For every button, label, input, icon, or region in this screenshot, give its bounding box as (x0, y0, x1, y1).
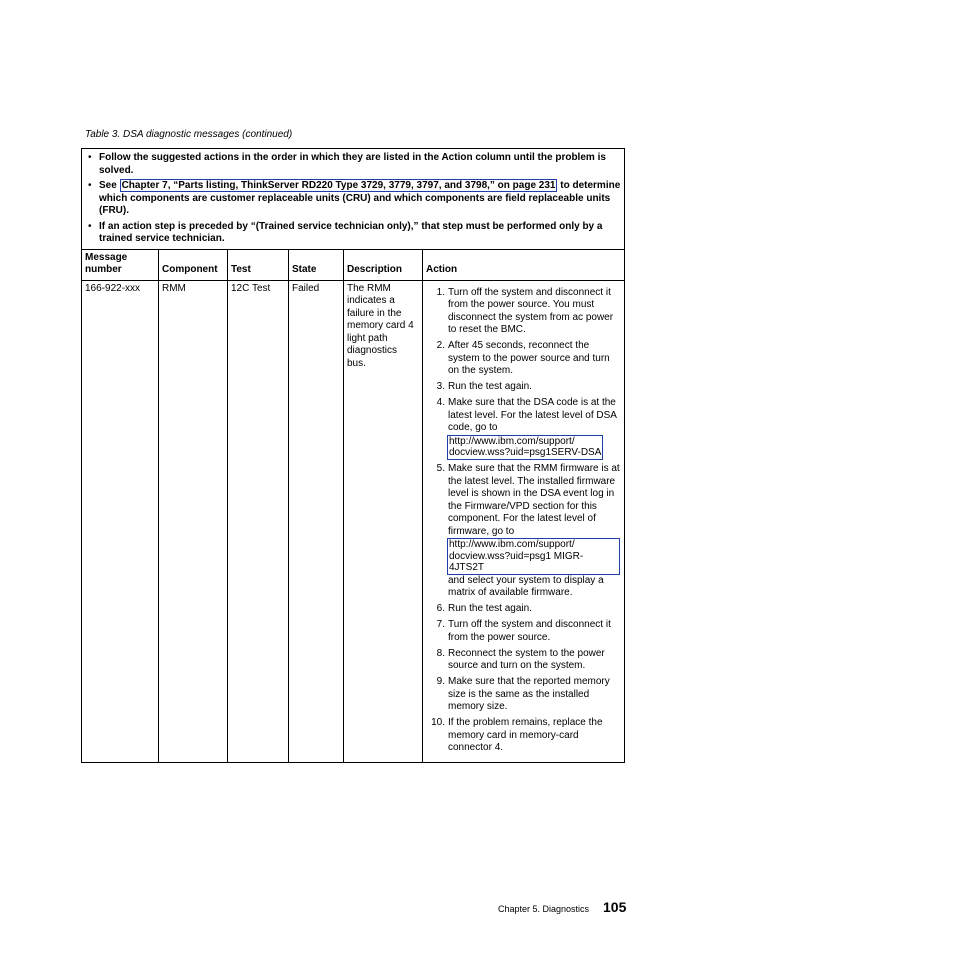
action-step: 2. After 45 seconds, reconnect the system to the power source and turn on the system. (436, 340, 610, 376)
firmware-download-link[interactable]: http://www.ibm.com/support/ docview.wss?uid=psg1 MIGR-4JTS2T (447, 538, 620, 575)
action-step: 10. If the problem remains, replace the memory card in memory-card connector 4. (431, 717, 603, 753)
bullet-icon: • (88, 152, 92, 163)
dsa-messages-table (81, 148, 625, 763)
action-step: 1. Turn off the system and disconnect it from the power source. You must disconnect the system from ac power to reset the BMC. (436, 286, 614, 335)
header-component: Component (159, 249, 228, 280)
cell-test: 12C Test (228, 280, 289, 763)
action-step: 9. Make sure that the reported memory size is the same as the installed memory size. (436, 676, 610, 712)
table-notes (82, 149, 625, 250)
note-text: If an action step is preceded by “(Trained service technician only),” that step must be performed only by a trained service technician. (99, 220, 603, 244)
action-step: 8. Reconnect the system to the power source and turn on the system. (436, 647, 605, 671)
parts-listing-link[interactable]: Chapter 7, “Parts listing, ThinkServer RD220 Type 3729, 3779, 3797, and 3798,” on page 231 (121, 180, 556, 191)
cell-actions (423, 280, 625, 763)
action-step: 4. Make sure that the DSA code is at the latest level. For the latest level of DSA code, go to http://www.ibm.com/support/ docview.wss?uid=psg1SERV-DSA (436, 397, 617, 458)
note-text: See (99, 180, 120, 191)
cell-description: The RMM indicates a failure in the memory card 4 light path diagnostics bus. (344, 280, 423, 763)
action-step: 6. Run the test again. (436, 603, 532, 614)
header-message-number: Message number (82, 249, 159, 280)
table-row (82, 280, 625, 763)
table-caption: Table 3. DSA diagnostic messages (continued) (85, 129, 293, 140)
note-text: to determine which components are customer replaceable units (CRU) and which components are field replaceable units (FRU). (99, 180, 621, 216)
cell-component: RMM (159, 280, 228, 763)
header-action: Action (423, 249, 625, 280)
cell-message-number: 166-922-xxx (82, 280, 159, 763)
footer-chapter-title: Chapter 5. Diagnostics (498, 904, 590, 914)
action-step: 3. Run the test again. (436, 381, 532, 392)
note-item (85, 221, 621, 246)
page-number: 105 (603, 899, 627, 915)
cell-state: Failed (289, 280, 344, 763)
note-item (85, 180, 621, 218)
action-step: 7. Turn off the system and disconnect it from the power source. (436, 619, 611, 643)
action-step: 5. Make sure that the RMM firmware is at the latest level. The installed firmware level is shown in the DSA event log in the Firmware/VPD section for this component. For the latest level of firmware, go to http://www.ibm.com/support/ docview.wss?uid=psg1 MIGR-4JTS2T and select your system to display a matrix of available firmware. (436, 463, 620, 598)
bullet-icon: • (88, 180, 92, 191)
note-text: Follow the suggested actions in the order in which they are listed in the Action column until the problem is solved. (99, 152, 606, 176)
note-item (85, 152, 621, 177)
header-state: State (289, 249, 344, 280)
bullet-icon: • (88, 220, 92, 232)
table-header-row (82, 249, 625, 280)
header-description: Description (344, 249, 423, 280)
header-test: Test (228, 249, 289, 280)
dsa-download-link[interactable]: http://www.ibm.com/support/ docview.wss?uid=psg1SERV-DSA (449, 435, 602, 458)
